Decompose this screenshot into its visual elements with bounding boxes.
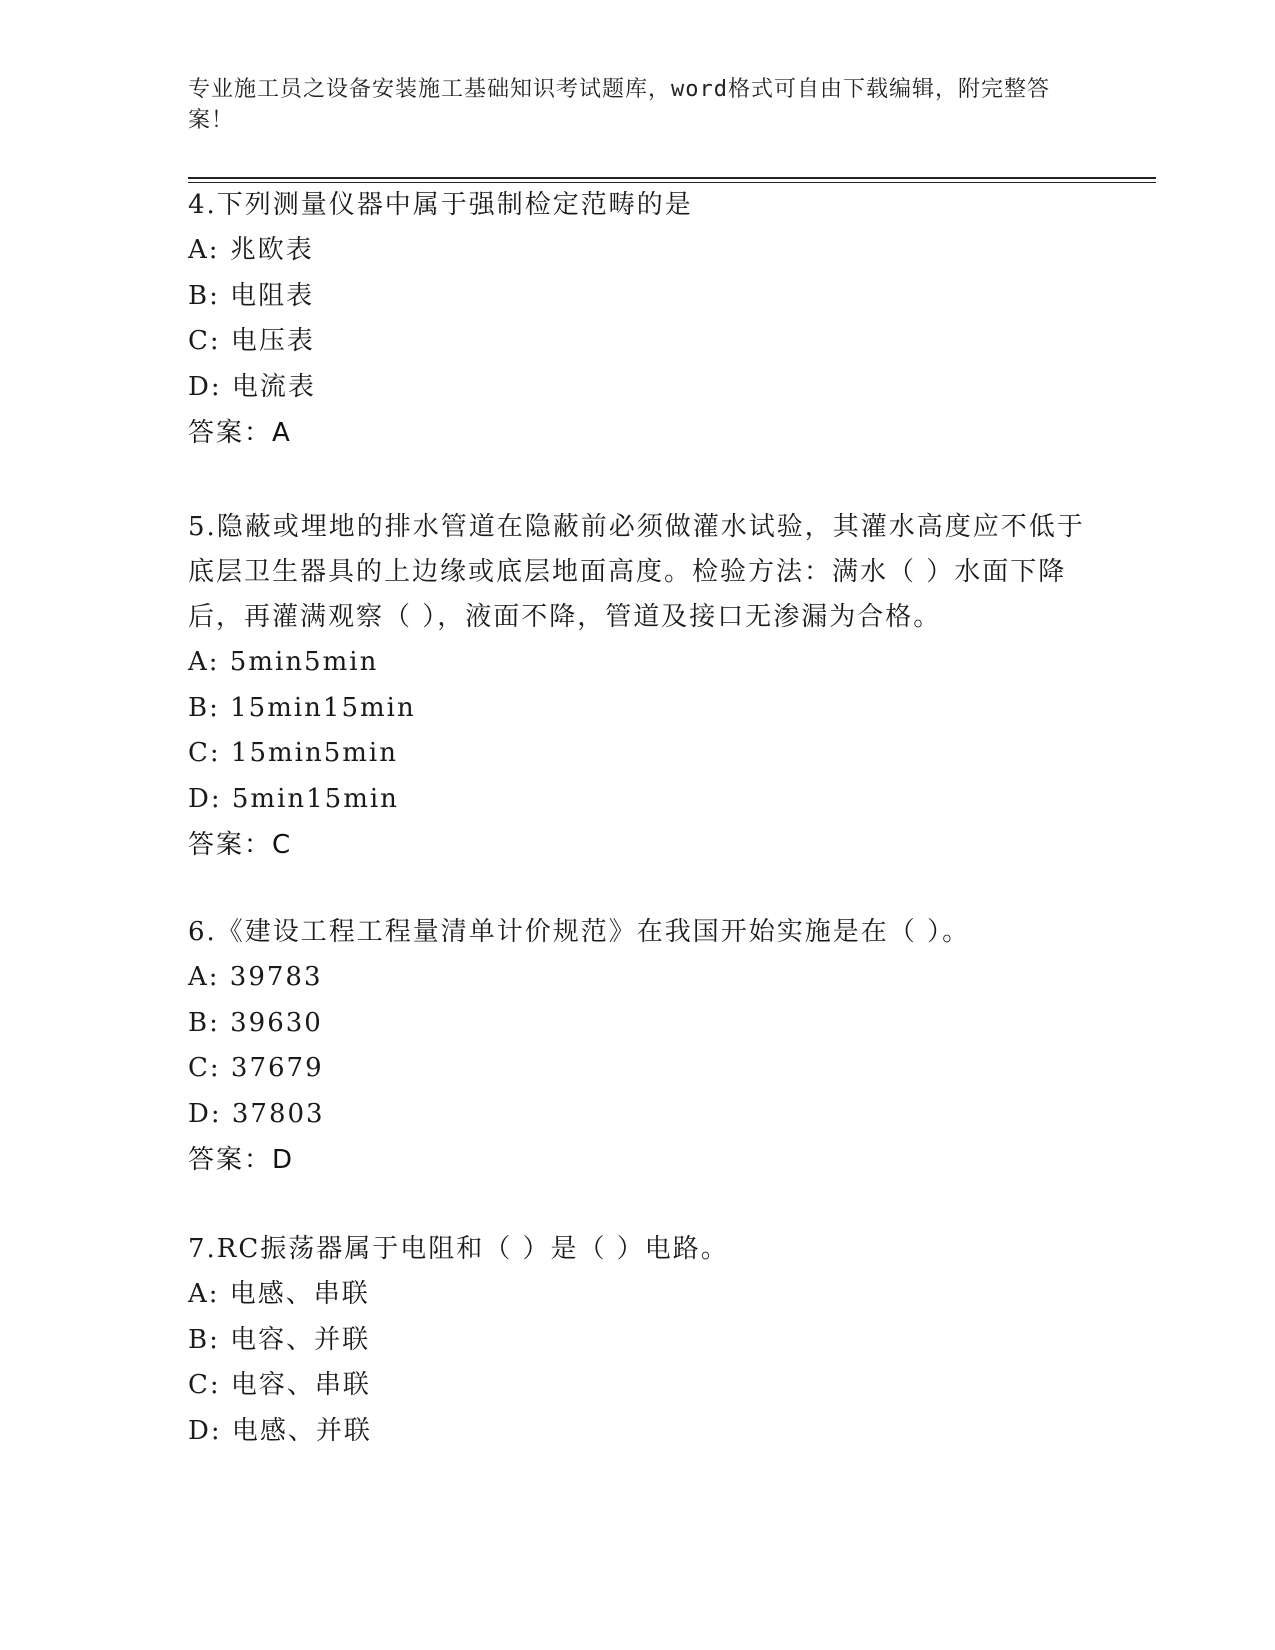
question-stem: 4.下列测量仪器中属于强制检定范畴的是	[188, 190, 693, 220]
question-6	[188, 910, 1088, 1183]
option-c: C: 电压表	[188, 326, 315, 356]
option-a: A: 5min5min	[188, 647, 379, 677]
option-a: A: 电感、串联	[188, 1279, 370, 1309]
option-d: D: 37803	[188, 1098, 325, 1129]
answer: 答案：C	[188, 830, 293, 860]
document-header: 专业施工员之设备安装施工基础知识考试题库，word格式可自由下载编辑，附完整答案！	[188, 77, 1050, 133]
option-c: C: 电容、串联	[188, 1370, 371, 1400]
question-stem: 5.隐蔽或埋地的排水管道在隐蔽前必须做灌水试验，其灌水高度应不低于底层卫生器具的上边缘或底层地面高度。检验方法：满水（ ）水面下降后，再灌满观察（ ），液面不降，管道及接口无渗漏为合格。	[188, 512, 1085, 632]
option-a: A: 39783	[188, 962, 323, 992]
question-4	[188, 183, 1088, 456]
option-b: B: 电容、并联	[188, 1324, 371, 1355]
question-stem: 6.《建设工程工程量清单计价规范》在我国开始实施是在（ ）。	[188, 917, 971, 947]
question-7	[188, 1227, 1088, 1454]
option-b: B: 电阻表	[188, 280, 315, 311]
option-c: C: 15min5min	[188, 738, 398, 768]
question-5	[188, 505, 1088, 868]
option-c: C: 37679	[188, 1053, 324, 1083]
answer: 答案：D	[188, 1145, 295, 1175]
option-b: B: 39630	[188, 1007, 323, 1038]
option-d: D: 电感、并联	[188, 1415, 372, 1446]
option-b: B: 15min15min	[188, 692, 416, 723]
question-stem: 7.RC振荡器属于电阻和（ ）是（ ）电路。	[188, 1234, 729, 1264]
option-d: D: 5min15min	[188, 783, 399, 814]
option-d: D: 电流表	[188, 371, 316, 402]
answer: 答案：A	[188, 418, 292, 448]
option-a: A: 兆欧表	[188, 235, 314, 265]
